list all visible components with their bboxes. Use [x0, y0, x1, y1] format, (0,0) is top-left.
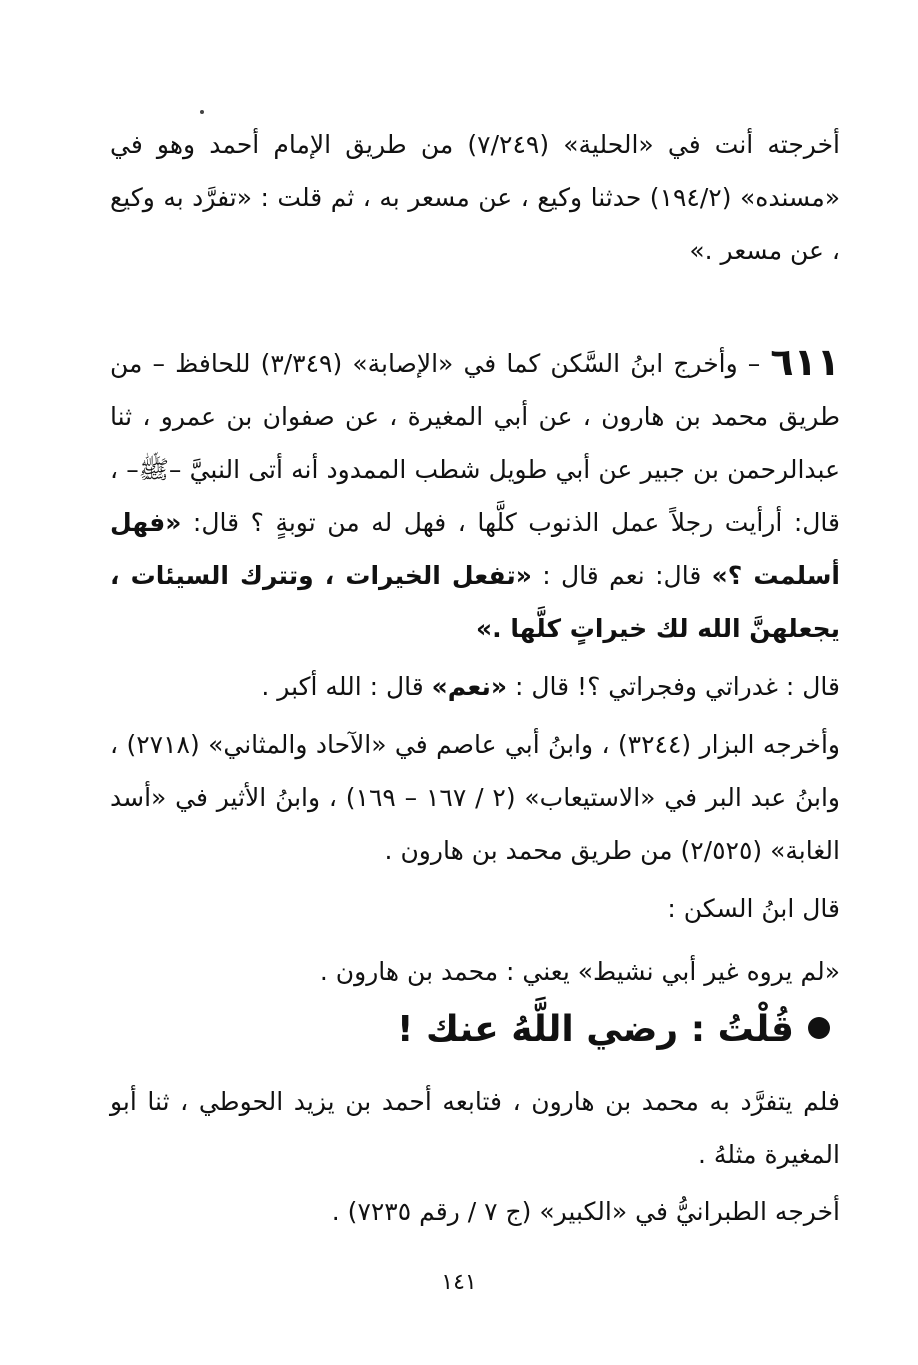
entry-mid-text: قال: نعم قال :: [531, 561, 712, 590]
paragraph-text: أخرجته أنت في «الحلية» (٧/٢٤٩) من طريق الإمام أحمد وهو في «مسنده» (١٩٤/٢) حدثنا وكيع ، عن مسعر به ، ثم قلت : «تفرَّد به وكيع ، عن مسعر .»: [110, 130, 841, 265]
reply-text-c: قال : الله أكبر .: [261, 672, 432, 701]
hadith-quote-1: «فهل أسلمت ؟»: [110, 508, 840, 590]
section-heading: [110, 1000, 830, 1060]
reply-text-a: قال : غدراتي وفجراتي ؟! قال :: [507, 672, 840, 701]
paragraph-reply: [110, 660, 840, 713]
paragraph-ibn-sakan: [110, 882, 840, 935]
reply-quote: «نعم»: [431, 672, 508, 701]
paragraph-tabarani: [110, 1185, 840, 1238]
paragraph-quote-nashit: [110, 945, 840, 998]
hadith-quote-2: «تفعل الخيرات ، وتترك السيئات ، يجعلهنَّ الله لك خيراتٍ كلَّها .»: [110, 561, 840, 643]
paragraph-text: فلم يتفرَّد به محمد بن هارون ، فتابعه أحمد بن يزيد الحوطي ، ثنا أبو المغيرة مثلهُ .: [110, 1087, 840, 1169]
paragraph-mutabaa: [110, 1075, 840, 1181]
ink-speck: [200, 110, 204, 114]
paragraph-hilya-citation: [110, 118, 840, 277]
paragraph-text: «لم يروه غير أبي نشيط» يعني : محمد بن هارون .: [319, 957, 840, 986]
page-number: ١٤١: [441, 1270, 477, 1295]
paragraph-entry-611: [110, 336, 840, 655]
paragraph-text: قال ابنُ السكن :: [667, 894, 840, 923]
paragraph-text: أخرجه الطبرانيُّ في «الكبير» (ج ٧ / رقم ٧٢٣٥) .: [331, 1197, 840, 1226]
paragraph-text: وأخرجه البزار (٣٢٤٤) ، وابنُ أبي عاصم في «الآحاد والمثاني» (٢٧١٨) ، وابنُ عبد البر في «الاستيعاب» (٢ / ١٦٧ – ١٦٩) ، وابنُ الأثير في «أسد الغابة» (٢/٥٢٥) من طريق محمد بن هارون .: [110, 730, 840, 865]
entry-number: ٦١١: [770, 340, 840, 384]
paragraph-takhrij: [110, 718, 840, 877]
heading-text: قُلْتُ : رضي اللَّهُ عنك !: [397, 1009, 794, 1050]
entry-intro-text: – وأخرج ابنُ السَّكن كما في «الإصابة» (٣/٣٤٩) للحافظ – من طريق محمد بن هارون ، عن أبي المغيرة ، عن صفوان بن عمرو ، ثنا عبدالرحمن بن جبير عن أبي طويل شطب الممدود أنه أتى النبيَّ –ﷺ– ، قال: أرأيت رجلاً عمل الذنوب كلَّها ، فهل له من توبةٍ ؟ قال:: [110, 349, 840, 537]
bullet-icon: [808, 1017, 830, 1039]
